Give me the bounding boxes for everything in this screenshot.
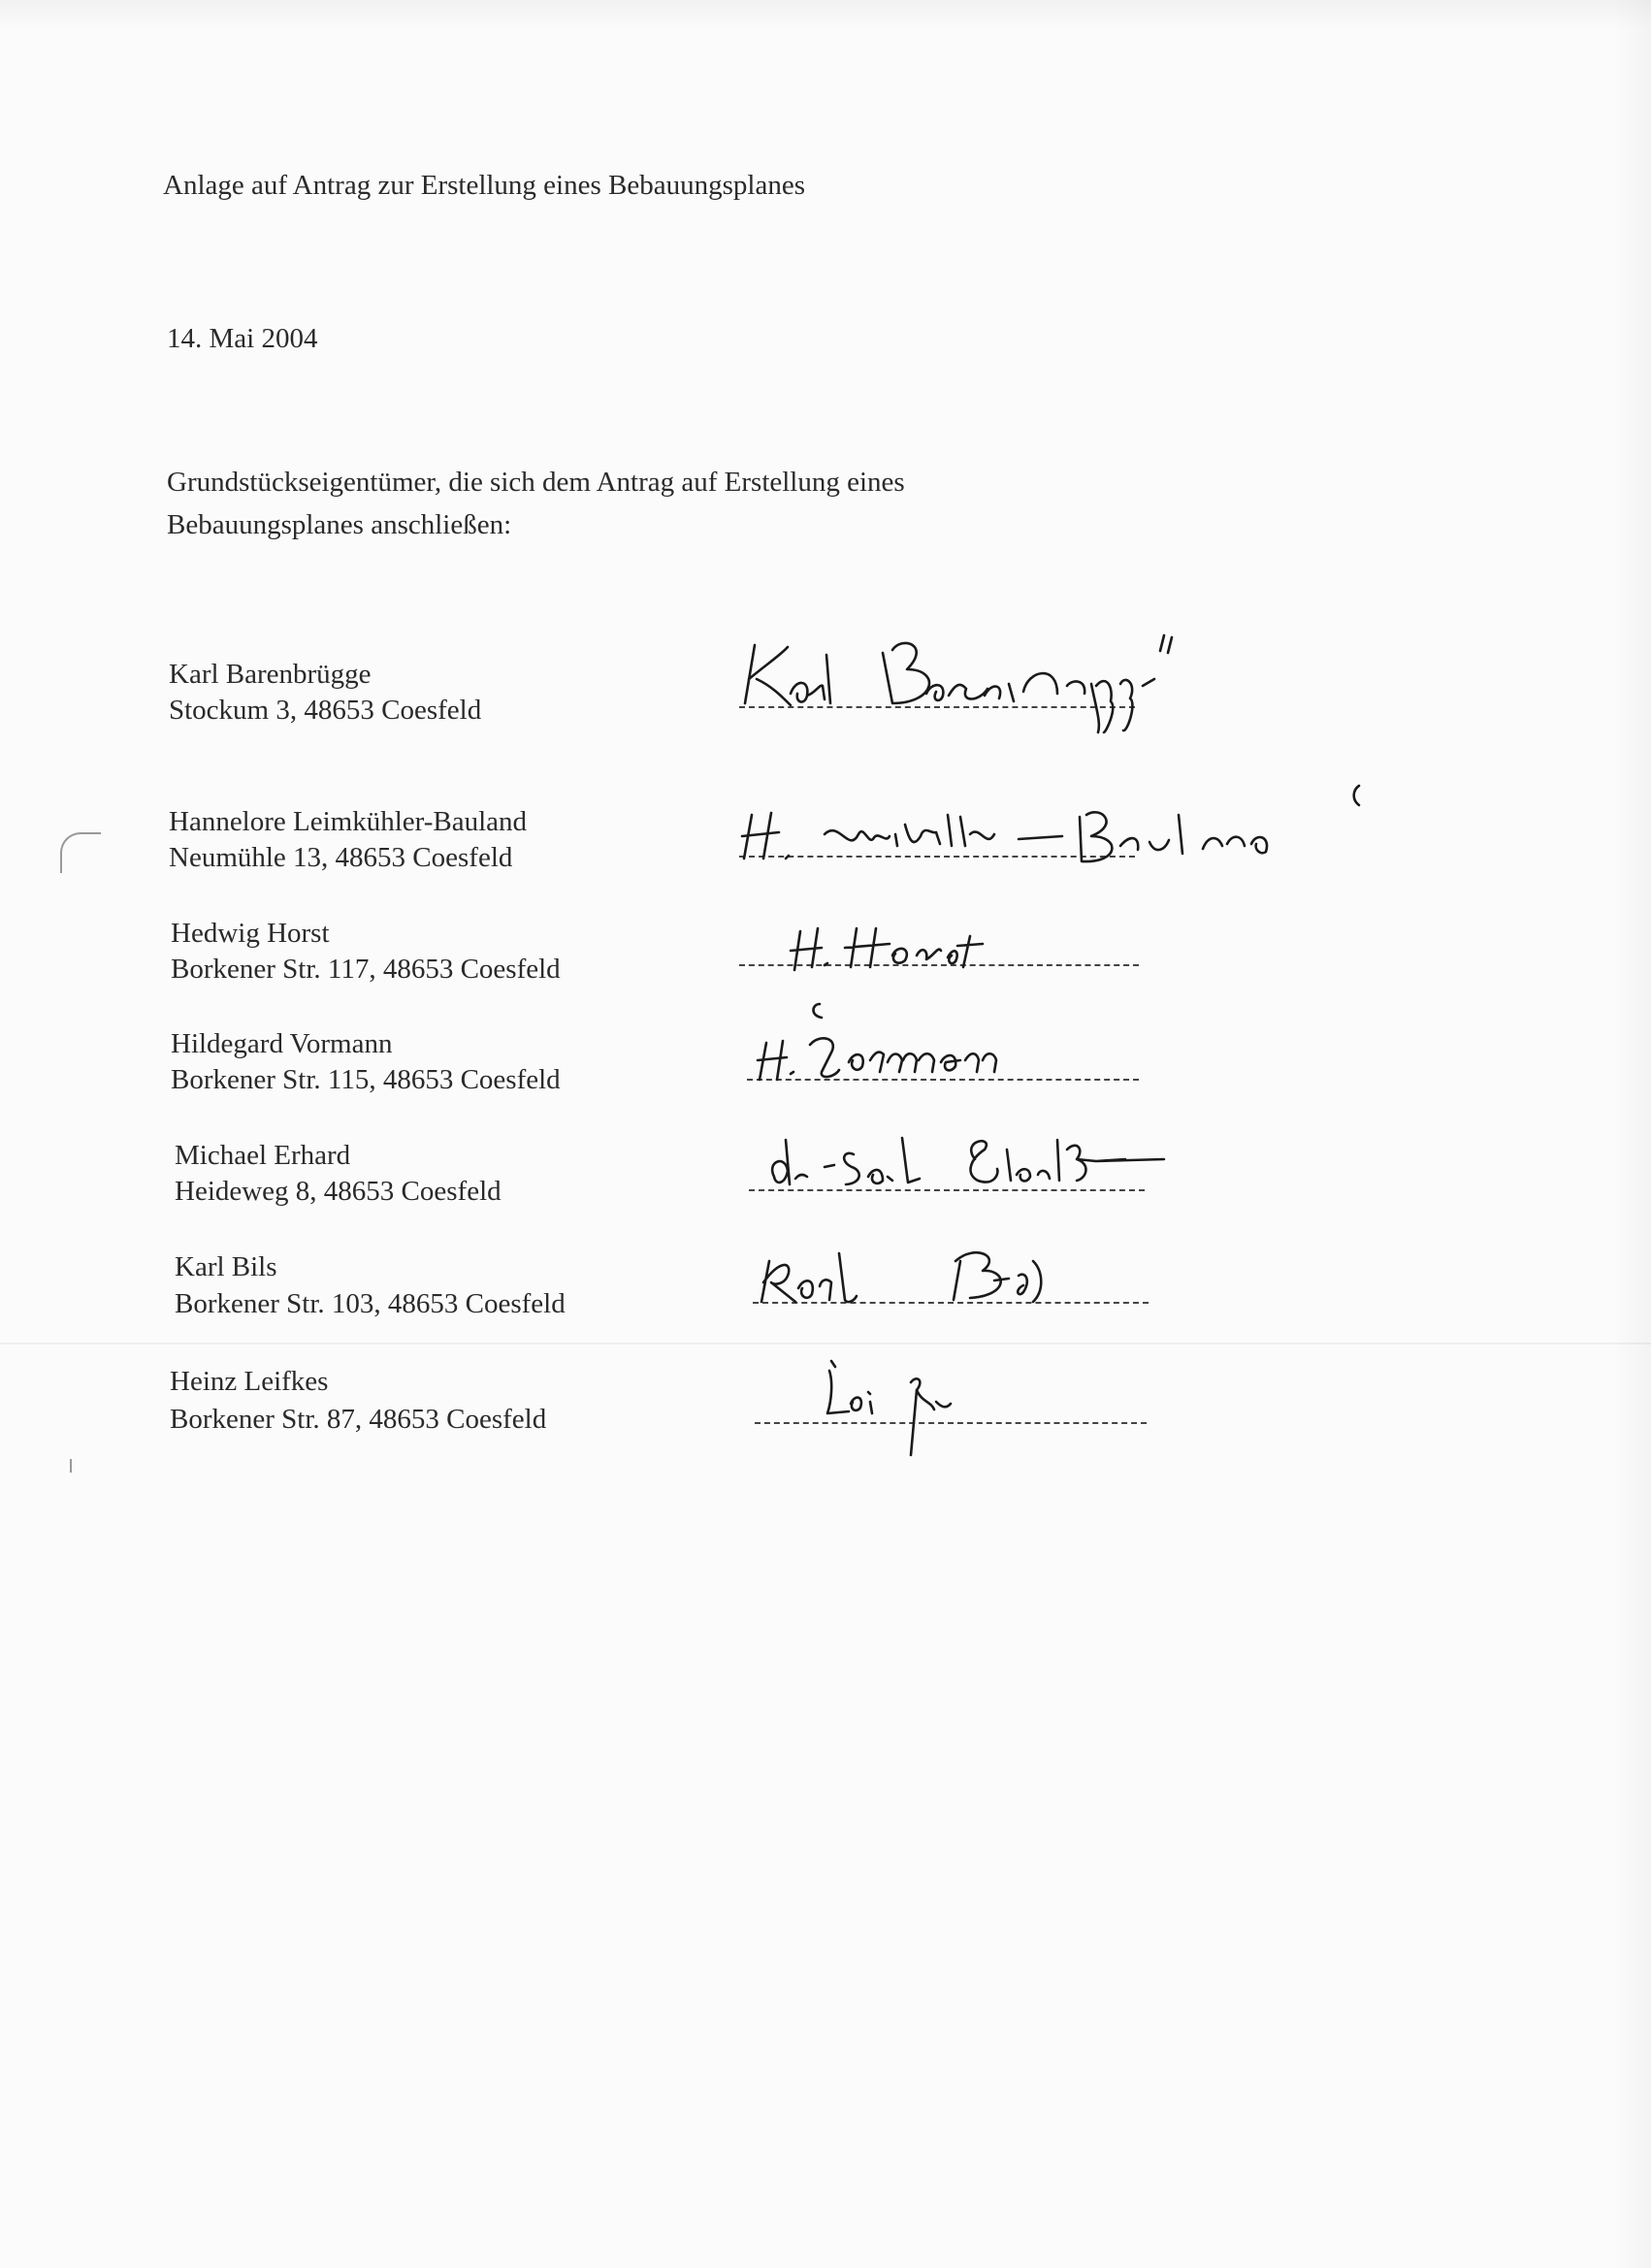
owner-address: Heideweg 8, 48653 Coesfeld xyxy=(175,1176,502,1207)
intro-line-2: Bebauungsplanes anschließen: xyxy=(167,509,512,540)
owner-address: Neumühle 13, 48653 Coesfeld xyxy=(169,842,513,873)
scan-edge-top xyxy=(0,0,1651,29)
owner-name: Hannelore Leimkühler-Bauland xyxy=(169,806,528,837)
owner-name: Karl Bils xyxy=(175,1251,277,1282)
fold-line xyxy=(0,1343,1651,1345)
signature-leifkes xyxy=(810,1353,994,1460)
owner-name: Karl Barenbrügge xyxy=(169,659,372,690)
scan-tick-mark xyxy=(70,1459,72,1473)
owner-address: Borkener Str. 117, 48653 Coesfeld xyxy=(171,954,561,985)
owner-name: Heinz Leifkes xyxy=(170,1366,329,1397)
signature-karl-barenbruegge xyxy=(737,626,1251,742)
signature-erhardt xyxy=(757,1120,1222,1203)
punch-hole-mark xyxy=(60,832,101,873)
owner-address: Borkener Str. 115, 48653 Coesfeld xyxy=(171,1064,561,1095)
owner-address: Borkener Str. 87, 48653 Coesfeld xyxy=(170,1404,547,1435)
owner-address: Stockum 3, 48653 Coesfeld xyxy=(169,695,482,726)
signature-vormann xyxy=(752,994,1091,1082)
scan-edge-right xyxy=(1612,0,1651,2268)
owner-address: Borkener Str. 103, 48653 Coesfeld xyxy=(175,1288,566,1319)
signature-karl-bils xyxy=(752,1232,1120,1314)
owner-name: Michael Erhard xyxy=(175,1140,351,1171)
document-date: 14. Mai 2004 xyxy=(167,323,318,354)
owner-name: Hedwig Horst xyxy=(171,918,330,949)
signature-horst xyxy=(781,917,1052,985)
document-heading: Anlage auf Antrag zur Erstellung eines Bebauungsplanes xyxy=(163,170,805,201)
owner-name: Hildegard Vormann xyxy=(171,1028,393,1059)
signature-leimkuehler-bauland xyxy=(732,776,1373,883)
intro-line-1: Grundstückseigentümer, die sich dem Antrag auf Erstellung eines xyxy=(167,467,905,498)
